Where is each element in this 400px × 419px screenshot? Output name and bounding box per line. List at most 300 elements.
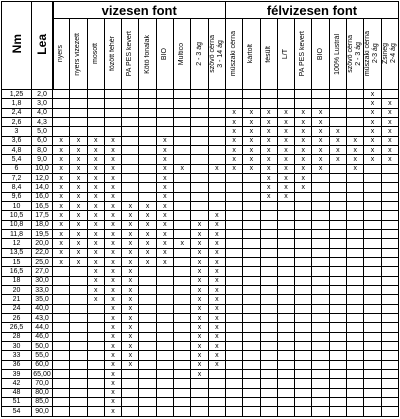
mark-cell: x [104, 257, 121, 266]
mark-cell: x [295, 164, 312, 173]
mark-cell: x [70, 155, 87, 164]
mark-cell: x [70, 183, 87, 192]
mark-cell [139, 323, 156, 332]
mark-cell [347, 99, 364, 108]
mark-cell [70, 407, 87, 417]
mark-cell [364, 267, 381, 276]
mark-cell: x [295, 145, 312, 154]
mark-cell [381, 388, 398, 397]
mark-cell [260, 90, 277, 99]
mark-cell: x [243, 136, 260, 145]
mark-cell [139, 276, 156, 285]
mark-cell: x [225, 136, 242, 145]
mark-cell [243, 276, 260, 285]
mark-cell [225, 257, 242, 266]
mark-cell: x [70, 229, 87, 238]
mark-cell [260, 267, 277, 276]
mark-cell: x [260, 155, 277, 164]
mark-cell [312, 248, 329, 257]
mark-cell [347, 192, 364, 201]
mark-cell [174, 229, 191, 238]
mark-cell: x [225, 164, 242, 173]
mark-cell: x [191, 360, 208, 369]
column-header: 100% Lustrál [329, 19, 346, 90]
table-row [2, 183, 399, 192]
mark-cell: x [191, 220, 208, 229]
mark-cell [225, 407, 242, 417]
mark-cell: x [260, 117, 277, 126]
mark-cell [191, 108, 208, 117]
mark-cell: x [53, 211, 70, 220]
mark-cell [347, 248, 364, 257]
mark-cell [53, 397, 70, 406]
mark-cell [225, 379, 242, 388]
group-header-felvizesen-font: félvizesen font [225, 2, 398, 19]
mark-cell [260, 407, 277, 417]
mark-cell [122, 145, 139, 154]
lea-cell: 19,5 [32, 229, 53, 238]
lea-cell: 60,0 [32, 360, 53, 369]
column-header: PA PES kevert [295, 19, 312, 90]
table-row [2, 360, 399, 369]
mark-cell: x [87, 229, 104, 238]
mark-cell: x [381, 127, 398, 136]
mark-cell: x [295, 173, 312, 182]
mark-cell [329, 341, 346, 350]
mark-cell [312, 379, 329, 388]
mark-cell [208, 117, 225, 126]
mark-cell [70, 267, 87, 276]
mark-cell [260, 295, 277, 304]
mark-cell [156, 397, 173, 406]
nm-cell: 11,8 [2, 229, 32, 238]
mark-cell [191, 164, 208, 173]
mark-cell: x [225, 145, 242, 154]
mark-cell [70, 99, 87, 108]
mark-cell: x [191, 285, 208, 294]
mark-cell: x [104, 136, 121, 145]
mark-cell [364, 164, 381, 173]
table-row [2, 276, 399, 285]
lea-cell: 17,5 [32, 211, 53, 220]
mark-cell: x [87, 173, 104, 182]
mark-cell: x [225, 108, 242, 117]
mark-cell: x [191, 229, 208, 238]
mark-cell [156, 127, 173, 136]
mark-cell [312, 332, 329, 341]
table-row [2, 127, 399, 136]
column-header: nyers [53, 19, 70, 90]
mark-cell: x [277, 145, 294, 154]
mark-cell: x [87, 155, 104, 164]
mark-cell [174, 276, 191, 285]
mark-cell: x [191, 239, 208, 248]
nm-cell: 48 [2, 388, 32, 397]
mark-cell [53, 313, 70, 322]
nm-cell: 20 [2, 285, 32, 294]
mark-cell [156, 313, 173, 322]
table-row [2, 201, 399, 210]
mark-cell: x [295, 183, 312, 192]
mark-cell [312, 201, 329, 210]
lea-cell: 40,0 [32, 304, 53, 313]
mark-cell [277, 285, 294, 294]
mark-cell [104, 127, 121, 136]
mark-cell: x [381, 145, 398, 154]
mark-cell: x [53, 173, 70, 182]
lea-cell: 16,5 [32, 201, 53, 210]
lea-cell: 4,3 [32, 117, 53, 126]
table-row [2, 323, 399, 332]
mark-cell [381, 229, 398, 238]
mark-cell: x [277, 173, 294, 182]
lea-cell: 10,0 [32, 164, 53, 173]
mark-cell: x [364, 90, 381, 99]
mark-cell [312, 192, 329, 201]
mark-cell [156, 332, 173, 341]
mark-cell [208, 155, 225, 164]
mark-cell: x [53, 201, 70, 210]
mark-cell [347, 351, 364, 360]
mark-cell: x [104, 248, 121, 257]
lea-cell: 3,0 [32, 99, 53, 108]
mark-cell: x [87, 164, 104, 173]
mark-cell [347, 313, 364, 322]
mark-cell [174, 304, 191, 313]
mark-cell [243, 295, 260, 304]
mark-cell [208, 379, 225, 388]
mark-cell: x [191, 351, 208, 360]
mark-cell: x [260, 173, 277, 182]
lea-cell: 14,0 [32, 183, 53, 192]
mark-cell [347, 323, 364, 332]
nm-cell: 6 [2, 164, 32, 173]
mark-cell [243, 304, 260, 313]
mark-cell: x [156, 192, 173, 201]
mark-cell [174, 173, 191, 182]
table-row [2, 155, 399, 164]
mark-cell [295, 369, 312, 378]
mark-cell: x [87, 248, 104, 257]
mark-cell [329, 220, 346, 229]
mark-cell [312, 388, 329, 397]
mark-cell [53, 332, 70, 341]
mark-cell [174, 183, 191, 192]
mark-cell [53, 276, 70, 285]
mark-cell: x [295, 117, 312, 126]
group-header-vizesen-font: vizesen font [53, 2, 226, 19]
mark-cell [312, 183, 329, 192]
mark-cell: x [139, 248, 156, 257]
mark-cell [381, 173, 398, 182]
mark-cell [243, 351, 260, 360]
mark-cell [191, 117, 208, 126]
mark-cell [243, 248, 260, 257]
mark-cell [70, 117, 87, 126]
mark-cell [53, 295, 70, 304]
mark-cell [260, 220, 277, 229]
mark-cell [277, 351, 294, 360]
mark-cell [122, 183, 139, 192]
mark-cell: x [364, 108, 381, 117]
table-row [2, 379, 399, 388]
mark-cell [225, 323, 242, 332]
mark-cell [122, 397, 139, 406]
mark-cell [139, 351, 156, 360]
mark-cell [174, 341, 191, 350]
mark-cell [208, 90, 225, 99]
mark-cell: x [122, 295, 139, 304]
mark-cell: x [208, 341, 225, 350]
mark-cell [364, 360, 381, 369]
mark-cell [156, 351, 173, 360]
lea-cell: 44,0 [32, 323, 53, 332]
mark-cell [87, 323, 104, 332]
mark-cell [312, 304, 329, 313]
mark-cell: x [329, 127, 346, 136]
mark-cell [139, 155, 156, 164]
mark-cell [70, 341, 87, 350]
mark-cell: x [122, 267, 139, 276]
mark-cell: x [364, 117, 381, 126]
mark-cell [174, 397, 191, 406]
mark-cell [277, 229, 294, 238]
mark-cell [174, 379, 191, 388]
mark-cell [277, 379, 294, 388]
mark-cell: x [87, 239, 104, 248]
mark-cell: x [70, 145, 87, 154]
mark-cell: x [208, 332, 225, 341]
mark-cell [174, 117, 191, 126]
mark-cell [329, 313, 346, 322]
mark-cell: x [87, 285, 104, 294]
mark-cell [277, 313, 294, 322]
mark-cell: x [277, 136, 294, 145]
mark-cell [295, 304, 312, 313]
mark-cell [174, 99, 191, 108]
mark-cell [347, 183, 364, 192]
mark-cell [53, 304, 70, 313]
mark-cell [122, 192, 139, 201]
mark-cell [174, 136, 191, 145]
mark-cell [53, 407, 70, 417]
mark-cell: x [260, 183, 277, 192]
mark-cell: x [329, 145, 346, 154]
mark-cell [347, 295, 364, 304]
mark-cell [364, 220, 381, 229]
mark-cell [87, 379, 104, 388]
mark-cell: x [104, 220, 121, 229]
mark-cell [277, 239, 294, 248]
mark-cell: x [70, 136, 87, 145]
nm-cell: 3 [2, 127, 32, 136]
mark-cell [53, 127, 70, 136]
mark-cell: x [260, 164, 277, 173]
mark-cell [312, 369, 329, 378]
mark-cell [70, 332, 87, 341]
mark-cell: x [347, 155, 364, 164]
mark-cell [312, 407, 329, 417]
mark-cell [295, 313, 312, 322]
mark-cell [347, 229, 364, 238]
mark-cell [277, 248, 294, 257]
mark-cell [364, 388, 381, 397]
mark-cell [295, 341, 312, 350]
mark-cell [381, 164, 398, 173]
mark-cell: x [87, 192, 104, 201]
mark-cell [174, 267, 191, 276]
mark-cell: x [208, 220, 225, 229]
mark-cell: x [122, 332, 139, 341]
mark-cell [295, 351, 312, 360]
mark-cell [208, 192, 225, 201]
nm-cell: 28 [2, 332, 32, 341]
mark-cell [174, 192, 191, 201]
mark-cell [295, 360, 312, 369]
mark-cell [225, 295, 242, 304]
column-header: szövő cérna 3 - 14 ág [208, 19, 225, 90]
mark-cell: x [208, 267, 225, 276]
mark-cell [70, 285, 87, 294]
mark-cell: x [295, 136, 312, 145]
mark-cell [225, 220, 242, 229]
mark-cell [347, 276, 364, 285]
lea-cell: 4,0 [32, 108, 53, 117]
mark-cell: x [156, 201, 173, 210]
mark-cell [208, 173, 225, 182]
mark-cell: x [156, 220, 173, 229]
mark-cell [191, 173, 208, 182]
mark-cell [87, 388, 104, 397]
mark-cell: x [53, 257, 70, 266]
mark-cell [191, 127, 208, 136]
nm-cell: 24 [2, 304, 32, 313]
mark-cell: x [104, 351, 121, 360]
mark-cell [295, 248, 312, 257]
mark-cell: x [122, 276, 139, 285]
mark-cell [70, 351, 87, 360]
mark-cell [329, 257, 346, 266]
mark-cell [174, 248, 191, 257]
nm-cell: 21 [2, 295, 32, 304]
mark-cell: x [260, 127, 277, 136]
mark-cell [277, 388, 294, 397]
mark-cell [312, 276, 329, 285]
mark-cell [312, 220, 329, 229]
mark-cell [139, 388, 156, 397]
mark-cell: x [104, 164, 121, 173]
mark-cell [156, 388, 173, 397]
lea-cell: 30,0 [32, 276, 53, 285]
mark-cell [312, 239, 329, 248]
mark-cell [87, 313, 104, 322]
mark-cell [156, 379, 173, 388]
table-row [2, 313, 399, 322]
mark-cell [364, 369, 381, 378]
mark-cell: x [381, 108, 398, 117]
mark-cell [122, 379, 139, 388]
mark-cell [260, 369, 277, 378]
mark-cell [139, 341, 156, 350]
nm-cell: 1,8 [2, 99, 32, 108]
mark-cell [347, 108, 364, 117]
mark-cell [364, 341, 381, 350]
mark-cell [381, 397, 398, 406]
mark-cell [139, 136, 156, 145]
mark-cell [277, 323, 294, 332]
mark-cell [329, 117, 346, 126]
mark-cell: x [277, 127, 294, 136]
mark-cell [243, 341, 260, 350]
mark-cell [347, 239, 364, 248]
lea-cell: 46,0 [32, 332, 53, 341]
table-row [2, 164, 399, 173]
mark-cell [208, 145, 225, 154]
mark-cell [70, 108, 87, 117]
mark-cell [243, 397, 260, 406]
nm-cell: 51 [2, 397, 32, 406]
nm-cell: 8,4 [2, 183, 32, 192]
mark-cell: x [122, 229, 139, 238]
mark-cell: x [104, 397, 121, 406]
mark-cell: x [277, 164, 294, 173]
column-header: BIO [156, 19, 173, 90]
mark-cell: x [104, 304, 121, 313]
mark-cell [295, 276, 312, 285]
mark-cell [53, 323, 70, 332]
nm-cell: 9,6 [2, 192, 32, 201]
lea-cell: 80,0 [32, 388, 53, 397]
mark-cell [329, 164, 346, 173]
mark-cell [104, 117, 121, 126]
mark-cell [329, 285, 346, 294]
mark-cell: x [104, 323, 121, 332]
mark-cell [208, 99, 225, 108]
mark-cell: x [53, 136, 70, 145]
mark-cell [191, 192, 208, 201]
mark-cell [174, 90, 191, 99]
mark-cell [364, 285, 381, 294]
lea-cell: 65,00 [33, 370, 51, 378]
mark-cell [277, 276, 294, 285]
mark-cell [312, 360, 329, 369]
mark-cell [295, 201, 312, 210]
mark-cell [70, 360, 87, 369]
column-header-row [2, 19, 399, 90]
mark-cell: x [53, 155, 70, 164]
table-row [2, 248, 399, 257]
mark-cell [139, 369, 156, 378]
mark-cell [139, 117, 156, 126]
yarn-count-table [1, 1, 399, 417]
mark-cell: x [243, 117, 260, 126]
nm-cell: 13,5 [2, 248, 32, 257]
mark-cell [87, 341, 104, 350]
table-row [2, 99, 399, 108]
mark-cell [364, 229, 381, 238]
mark-cell [156, 99, 173, 108]
mark-cell [312, 267, 329, 276]
mark-cell: x [295, 127, 312, 136]
mark-cell: x [364, 127, 381, 136]
mark-cell [139, 90, 156, 99]
mark-cell [364, 313, 381, 322]
mark-cell: x [139, 220, 156, 229]
mark-cell [139, 379, 156, 388]
mark-cell [312, 211, 329, 220]
mark-cell: x [347, 136, 364, 145]
mark-cell [174, 201, 191, 210]
